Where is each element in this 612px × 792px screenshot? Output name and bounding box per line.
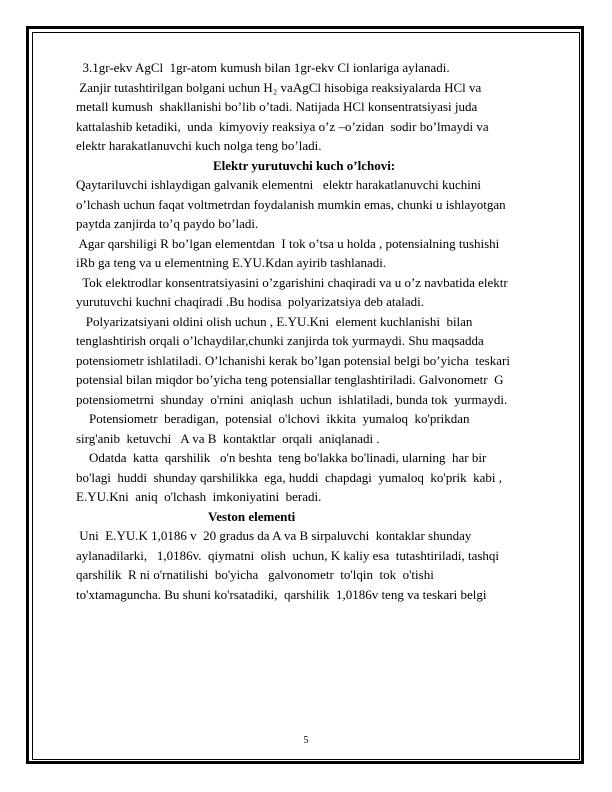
text-line: potensial bilan miqdor bo’yicha teng potensiallar tenglashtiriladi. Galvonometr G [76,372,504,387]
document-body [76,58,546,604]
text-line: bo'lagi huddi shunday qarshilikka ega, huddi chapdagi yumaloq ko'prik kabi , [76,469,503,485]
text-line: aylanadilarki, 1,0186v. qiymatni olish uchun, K kaliy esa tutashtiriladi, tashqi [76,547,500,563]
text-line: potensiometrni shunday o'rnini aniqlash uchun ishlatiladi, bunda tok yurmaydi. [76,391,508,407]
section-heading: Veston elementi [208,508,296,524]
text-line: 3.1gr-ekv AgCl 1gr-atom kumush bilan 1gr-ekv Cl ionlariga aylanadi. [76,60,450,75]
text-line: Tok elektrodlar konsentratsiyasini o’zgarishini chaqiradi va u o’z navbatida elektr [76,274,508,290]
text-line: metall kumush shakllanishi bo’lib o’tadi. Natijada HCl konsentratsiyasi juda [76,99,478,114]
text-line: o’lchash uchun faqat voltmetrdan foydalanish mumkin emas, chunki u ishlayotgan [76,196,506,212]
text-line: potensiometr ishlatiladi. O’lchanishi kerak bo’lgan potensial belgi bo’yicha teskari [76,352,510,368]
text-line: Potensiometr beradigan, potensial o'lchovi ikkita yumaloq ko'prikdan [76,411,470,426]
text-line: elektr harakatlanuvchi kuch nolga teng bo’ladi. [76,138,322,153]
text-line: yurutuvchi kuchni chaqiradi .Bu hodisa polyarizatsiya deb ataladi. [76,294,425,309]
text-line: tenglashtirish orqali o’lchaydilar,chunki zanjirda tok yurmaydi. Shu maqsadda [76,333,484,348]
text-line: Qaytariluvchi ishlaydigan galvanik elementni elektr harakatlanuvchi kuchini [76,177,482,192]
text-line: Agar qarshiligi R bo’lgan elementdan I tok o’tsa u holda , potensialning tushishi [76,235,500,251]
text-line: kattalashib ketadiki, unda kimyoviy reaksiya o’z –o’zidan sodir bo’lmaydi va [76,118,489,134]
text-line: to'xtamaguncha. Bu shuni ko'rsatadiki, qarshilik 1,0186v teng va teskari belgi [76,586,487,602]
text-line: iRb ga teng va u elementning E.YU.Kdan ayirib tashlanadi. [76,255,387,270]
text-line: paytda zanjirda to’q paydo bo’ladi. [76,216,259,231]
section-heading: Elektr yurutuvchi kuch o’lchovi: [213,157,396,173]
text-line: qarshilik R ni o'rnatilishi bo'yicha galvonometr to'lqin tok o'tishi [76,567,434,582]
text-line: sirg'anib ketuvchi A va B kontaktlar orqali aniqlanadi . [76,430,380,446]
text-line: Odatda katta qarshilik o'n beshta teng bo'lakka bo'linadi, ularning har bir [76,450,487,465]
text-line: E.YU.Kni aniq o'lchash imkoniyatini beradi. [76,489,322,504]
page-number: 5 [303,735,309,746]
text-line: Zanjir tutashtirilgan bolgani uchun H₂ vaAgCl hisobiga reaksiyalarda HCl va [76,79,482,95]
text-line: Uni E.YU.K 1,0186 v 20 gradus da A va B sirpaluvchi kontaklar shunday [76,528,472,543]
text-line: Polyarizatsiyani oldini olish uchun , E.YU.Kni element kuchlanishi bilan [76,313,473,329]
